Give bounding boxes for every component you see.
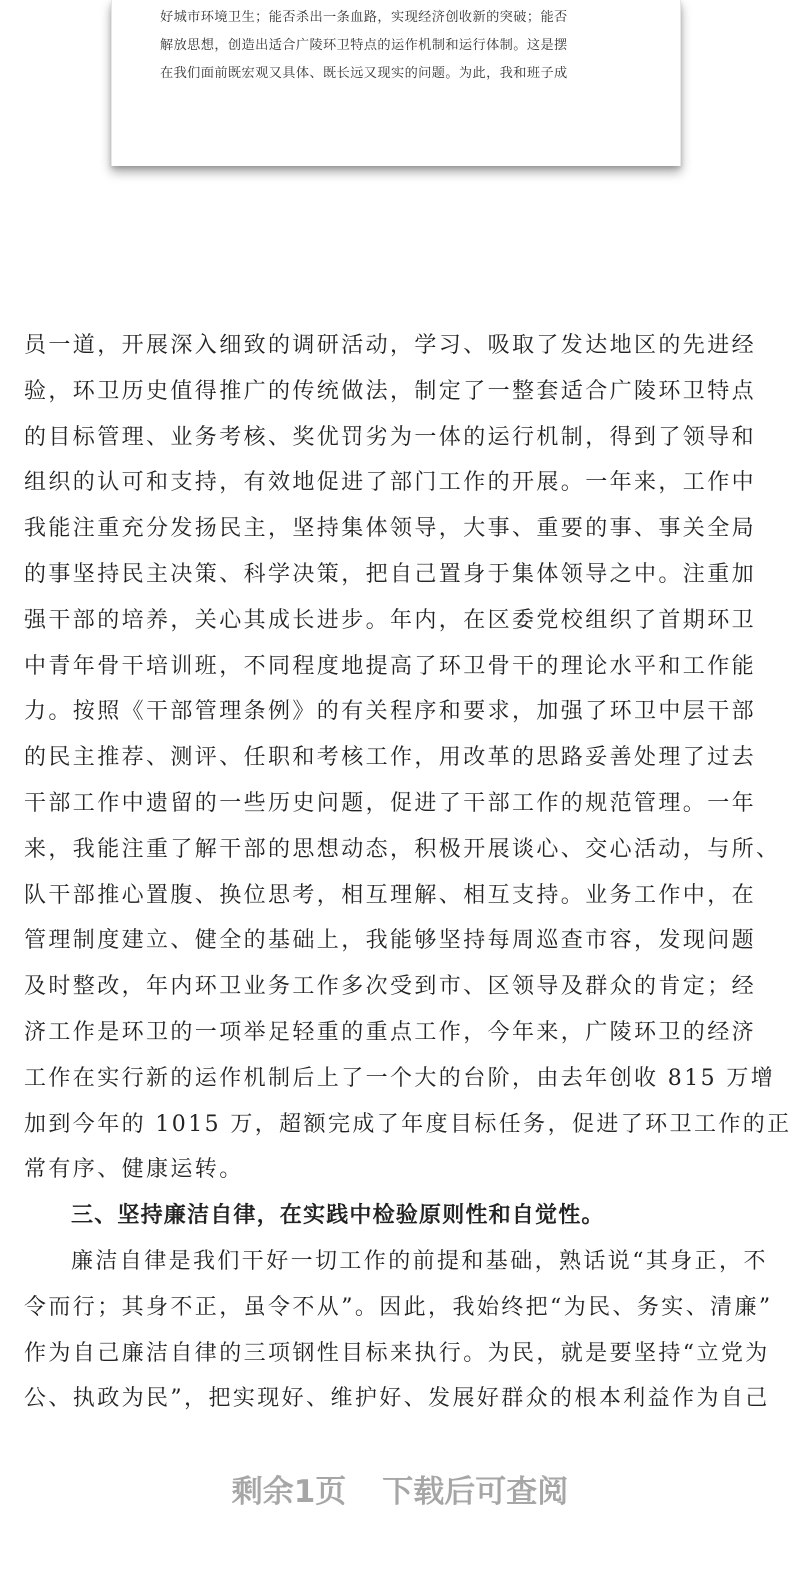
remaining-pages-label: 剩余1页 [231, 1474, 347, 1510]
download-to-view-label[interactable]: 下载后可查阅 [382, 1474, 569, 1510]
section-heading: 三、坚持廉洁自律，在实践中检验原则性和自觉性。 [71, 1203, 605, 1229]
body-line: 员一道，开展深入细致的调研活动，学习、吸取了发达地区的先进经 [24, 333, 757, 358]
body-line: 验，环卫历史值得推广的传统做法，制定了一整套适合广陵环卫特点 [24, 378, 757, 404]
body-line: 加到今年的 1015 万，超额完成了年度目标任务，促进了环卫工作的正 [24, 1111, 792, 1137]
body-line: 组织的认可和支持，有效地促进了部门工作的开展。一年来，工作中 [24, 470, 757, 496]
body-line: 力。按照《干部管理条例》的有关程序和要求，加强了环卫中层干部 [24, 699, 757, 725]
body-line: 的民主推荐、测评、任职和考核工作，用改革的思路妥善处理了过去 [24, 745, 757, 771]
body-line: 强干部的培养，关心其成长进步。年内，在区委党校组织了首期环卫 [24, 607, 757, 633]
download-prompt[interactable] [0, 1466, 800, 1511]
document-body [24, 323, 800, 1422]
preview-page-card [111, 0, 681, 166]
card-line: 在我们面前既宏观又具体、既长远又现实的问题。为此，我和班子成 [160, 66, 568, 81]
body-line: 的事坚持民主决策、科学决策，把自己置身于集体领导之中。注重加 [24, 561, 757, 587]
card-line: 好城市环境卫生；能否杀出一条血路，实现经济创收新的突破；能否 [160, 10, 568, 25]
body-line: 及时整改，年内环卫业务工作多次受到市、区领导及群众的肯定；经 [24, 974, 757, 1000]
body-line: 来，我能注重了解干部的思想动态，积极开展谈心、交心活动，与所、 [24, 836, 781, 862]
body-line: 常有序、健康运转。 [24, 1157, 244, 1183]
body-line: 廉洁自律是我们干好一切工作的前提和基础，熟话说“其身正，不 [71, 1248, 768, 1274]
card-line: 解放思想，创造出适合广陵环卫特点的运作机制和运行体制。这是摆 [160, 38, 568, 53]
body-line: 干部工作中遗留的一些历史问题，促进了干部工作的规范管理。一年 [24, 790, 757, 816]
body-line: 工作在实行新的运作机制后上了一个大的台阶，由去年创收 815 万增 [24, 1065, 776, 1091]
body-line: 济工作是环卫的一项举足轻重的重点工作，今年来，广陵环卫的经济 [24, 1019, 757, 1045]
body-line: 我能注重充分发扬民主，坚持集体领导，大事、重要的事、事关全局 [24, 516, 757, 542]
body-line: 作为自己廉洁自律的三项钢性目标来执行。为民，就是要坚持“立党为 [24, 1340, 770, 1366]
body-line: 管理制度建立、健全的基础上，我能够坚持每周巡查市容，发现问题 [24, 928, 757, 954]
body-line: 队干部推心置腹、换位思考，相互理解、相互支持。业务工作中，在 [24, 882, 757, 908]
body-line: 令而行；其身不正，虽令不从”。因此，我始终把“为民、务实、清廉” [24, 1294, 773, 1320]
preview-card-text [160, 4, 636, 88]
body-line: 的目标管理、业务考核、奖优罚劣为一体的运行机制，得到了领导和 [24, 424, 757, 450]
body-line: 公、执政为民”，把实现好、维护好、发展好群众的根本利益作为自己 [24, 1386, 770, 1412]
body-line: 中青年骨干培训班，不同程度地提高了环卫骨干的理论水平和工作能 [24, 653, 757, 679]
